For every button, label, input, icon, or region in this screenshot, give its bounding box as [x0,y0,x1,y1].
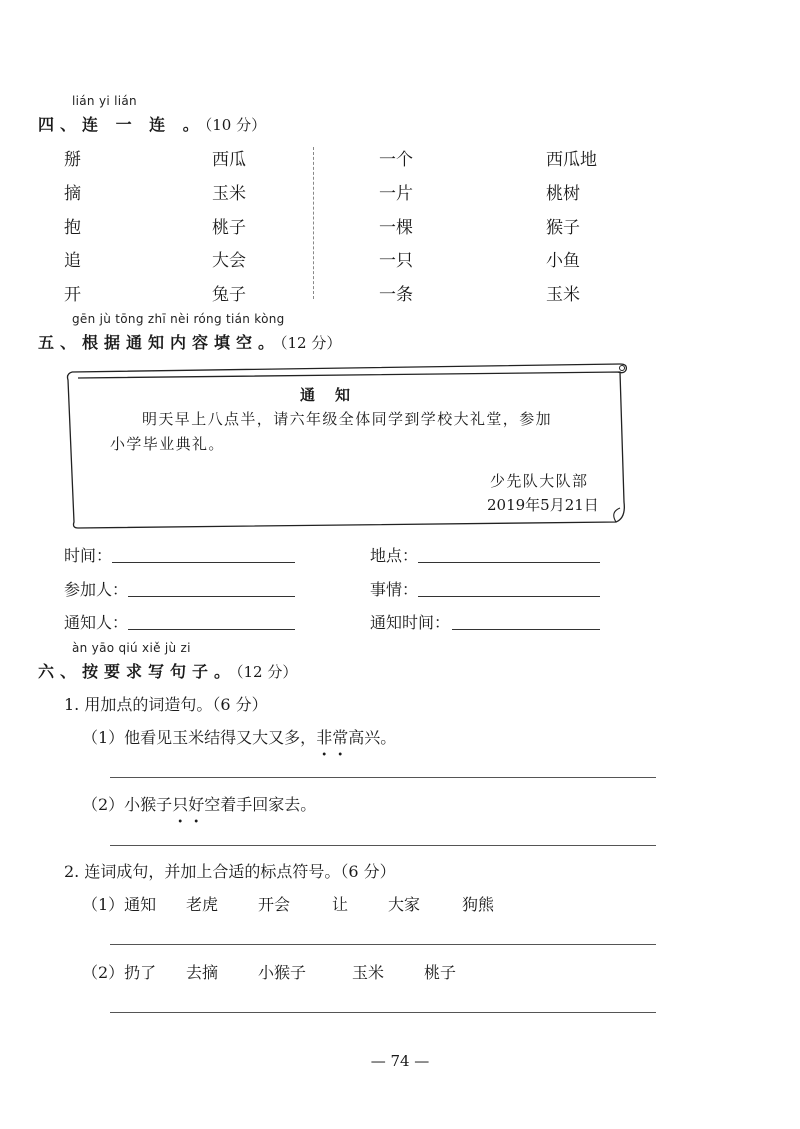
section6-title [38,659,297,682]
section6-title-text: 六、按要求写句子。 [38,662,237,681]
section4-pinyin: lián yi lián [72,94,137,108]
field-notifier-blank[interactable] [128,629,295,630]
match-right-measure-1[interactable]: 一个 [379,150,413,170]
match-left-verb-4[interactable]: 追 [64,251,81,271]
section6-score: （12 分） [236,663,298,681]
match-right-measure-3[interactable]: 一棵 [379,218,413,238]
match-left-verb-2[interactable]: 摘 [64,184,81,204]
q1-s1-dotted-char-2: 常 [332,728,349,747]
answer-line-q1-1[interactable] [110,777,656,778]
section5-pinyin: gēn jù tōng zhī nèi róng tián kòng [72,312,285,326]
page-number: — 74 — [370,1052,430,1070]
q1-s1-post: 高兴。 [348,728,397,747]
match-left-verb-3[interactable]: 抱 [64,218,81,238]
field-place-label: 地点： [370,546,419,565]
question-2-label: 2. 连词成句，并加上合适的标点符号。（6 分） [64,862,396,881]
section4-title-text: 四、连 一 连 。 [38,115,205,134]
field-notifier-label: 通知人： [64,613,129,632]
q2-s2-word-5: 桃子 [424,963,457,982]
q1-s1-pre: （1）他看见玉米结得又大又多， [82,728,317,747]
field-participants-label: 参加人： [64,580,129,599]
q1-s2-pre: （2）小猴子 [82,795,173,814]
field-notice-time-blank[interactable] [452,629,600,630]
match-left-verb-5[interactable]: 开 [64,285,81,305]
match-right-measure-2[interactable]: 一片 [379,184,413,204]
q1-s1-dotted-char-1: 非 [316,728,333,747]
q1-s2-dotted-char-1: 只 [172,795,189,814]
match-right-noun-4[interactable]: 小鱼 [546,251,580,271]
answer-line-q1-2[interactable] [110,845,656,846]
match-left-noun-5[interactable]: 兔子 [212,285,246,305]
q2-s2-word-2: 去摘 [186,963,219,982]
field-time-blank[interactable] [112,562,295,563]
notice-body-line-1: 明天早上八点半，请六年级全体同学到学校大礼堂，参加 [142,410,553,428]
match-right-measure-4[interactable]: 一只 [379,251,413,271]
q1-s2-dotted-char-2: 好 [188,795,205,814]
match-right-noun-5[interactable]: 玉米 [546,285,580,305]
section5-title [38,330,341,353]
question-1-sentence-2 [82,792,316,815]
q2-s1-word-6: 狗熊 [462,895,495,914]
section5-score: （12 分） [280,334,342,352]
match-left-noun-3[interactable]: 桃子 [212,218,246,238]
section5-title-text: 五、根据通知内容填空。 [38,333,281,352]
q1-s2-post: 空着手回家去。 [204,795,317,814]
notice-body-line-2: 小学毕业典礼。 [110,435,225,453]
section4-score: （10 分） [204,116,267,134]
match-right-noun-1[interactable]: 西瓜地 [546,150,597,170]
match-left-noun-1[interactable]: 西瓜 [212,150,246,170]
q2-s1-word-3: 开会 [258,895,291,914]
q2-s1-word-5: 大家 [388,895,421,914]
match-right-noun-3[interactable]: 猴子 [546,218,580,238]
q2-s1-word-1: （1）通知 [82,895,157,914]
field-matter-blank[interactable] [418,596,600,597]
answer-line-q2-2[interactable] [110,1012,656,1013]
match-right-noun-2[interactable]: 桃树 [546,184,580,204]
match-right-measure-5[interactable]: 一条 [379,285,413,305]
notice-signer: 少先队大队部 [490,472,589,490]
section6-pinyin: àn yāo qiú xiě jù zi [72,641,191,655]
question-1-label: 1. 用加点的词造句。（6 分） [64,695,268,714]
match-left-noun-4[interactable]: 大会 [212,251,246,271]
answer-line-q2-1[interactable] [110,944,656,945]
section4-title [38,112,266,135]
field-notice-time-label: 通知时间： [370,613,451,632]
q2-s2-word-1: （2）扔了 [82,963,157,982]
q2-s2-word-3: 小猴子 [258,963,307,982]
match-left-noun-2[interactable]: 玉米 [212,184,246,204]
field-participants-blank[interactable] [128,596,295,597]
notice-date: 2019年5月21日 [487,496,599,514]
q2-s2-word-4: 玉米 [352,963,385,982]
column-divider [313,147,314,299]
field-time-label: 时间： [64,546,113,565]
field-place-blank[interactable] [418,562,600,563]
field-matter-label: 事情： [370,580,419,599]
notice-title: 通知 [300,386,371,404]
match-left-verb-1[interactable]: 掰 [64,150,81,170]
q2-s1-word-4: 让 [332,895,349,914]
question-1-sentence-1 [82,725,396,748]
q2-s1-word-2: 老虎 [186,895,219,914]
